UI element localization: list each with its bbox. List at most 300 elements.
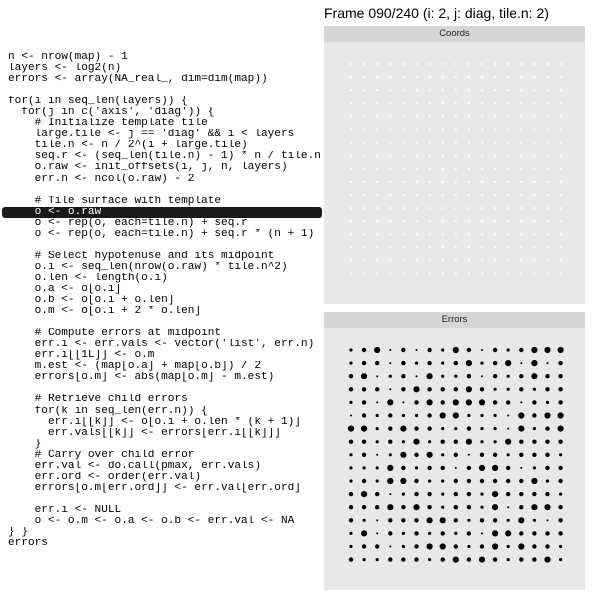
error-point [544, 504, 550, 510]
code-line: } [8, 438, 42, 450]
error-point [349, 557, 353, 561]
coord-point [442, 63, 444, 65]
coord-point [429, 89, 431, 91]
error-point [531, 360, 537, 366]
coord-point [455, 246, 457, 248]
error-point [480, 506, 483, 509]
error-point [454, 427, 457, 430]
error-point [441, 479, 444, 482]
coord-point [389, 246, 391, 248]
error-point [402, 545, 405, 548]
error-point [532, 544, 536, 548]
coord-point [376, 155, 378, 157]
coord-point [546, 76, 548, 78]
error-point [466, 399, 472, 405]
coord-point [546, 102, 548, 104]
coord-point [389, 63, 391, 65]
code-line: errors[o.m[err.ord]] <- err.val[err.ord] [8, 482, 301, 494]
coord-point [455, 76, 457, 78]
coord-point [494, 142, 496, 144]
coord-point [455, 181, 457, 183]
coord-point [429, 273, 431, 275]
error-point [428, 479, 431, 482]
error-point [505, 439, 511, 445]
error-point [362, 544, 366, 548]
error-point [544, 412, 550, 418]
coord-point [533, 246, 535, 248]
error-point [481, 349, 483, 351]
coord-point [389, 102, 391, 104]
coord-point [455, 233, 457, 235]
coord-point [442, 220, 444, 222]
error-point [507, 519, 510, 522]
error-point [480, 414, 483, 417]
error-point [546, 479, 549, 482]
code-line: # Select hypotenuse and its midpoint [8, 250, 275, 262]
coord-point [481, 246, 483, 248]
coord-point [402, 233, 404, 235]
error-point [362, 440, 366, 444]
coord-point [350, 194, 352, 196]
coords-panel-label: Coords [324, 26, 585, 42]
error-point [349, 362, 352, 365]
coord-point [494, 181, 496, 183]
coord-point [546, 273, 548, 275]
error-point [505, 530, 511, 536]
error-point [545, 374, 549, 378]
code-line: err.vals[[k]] <- errors[err.i[[k]]] [8, 427, 281, 439]
code-line: err.i[[k]] <- o[o.i + o.len * (k + 1)] [8, 416, 301, 428]
error-point [480, 518, 484, 522]
coord-point [402, 102, 404, 104]
error-point [519, 387, 523, 391]
code-line [0, 317, 322, 328]
coord-point [494, 246, 496, 248]
coord-point [533, 220, 535, 222]
code-line [0, 383, 322, 394]
error-point [533, 427, 536, 430]
coord-point [363, 207, 365, 209]
coord-point [481, 168, 483, 170]
coord-point [363, 246, 365, 248]
code-line: o <- o.m <- o.a <- o.b <- err.val <- NA [8, 515, 295, 527]
coord-point [376, 168, 378, 170]
coord-point [350, 220, 352, 222]
coord-point [350, 142, 352, 144]
error-point [520, 401, 522, 403]
coord-point [507, 207, 509, 209]
coord-point [507, 273, 509, 275]
error-point [467, 479, 471, 483]
error-point [362, 453, 366, 457]
error-point [467, 348, 471, 352]
error-point [558, 387, 562, 391]
error-point [440, 412, 446, 418]
coord-point [546, 194, 548, 196]
error-point [559, 545, 562, 548]
error-point [519, 505, 523, 509]
coord-point [376, 273, 378, 275]
coord-point [533, 259, 535, 261]
code-line: o.b <- o[o.i + o.len] [8, 295, 175, 307]
coord-point [546, 63, 548, 65]
coord-point [520, 194, 522, 196]
error-point [375, 544, 379, 548]
error-point [507, 428, 509, 430]
coord-point [560, 142, 562, 144]
error-point [454, 361, 458, 365]
error-point [427, 373, 433, 379]
error-point [480, 544, 484, 548]
error-point [519, 453, 523, 457]
error-point [388, 413, 392, 417]
coord-point [520, 181, 522, 183]
coord-point [442, 246, 444, 248]
coord-point [363, 168, 365, 170]
coord-point [533, 155, 535, 157]
error-point [402, 440, 405, 443]
coord-point [560, 259, 562, 261]
coord-point [442, 194, 444, 196]
error-point [519, 440, 523, 444]
coord-point [481, 273, 483, 275]
coord-point [546, 259, 548, 261]
code-line: # Carry over child error [8, 449, 195, 461]
coord-point [442, 181, 444, 183]
coord-point [494, 207, 496, 209]
error-point [376, 375, 378, 377]
error-point [518, 543, 524, 549]
coord-point [468, 128, 470, 130]
error-point [546, 401, 549, 404]
error-point [414, 479, 418, 483]
error-point [361, 426, 367, 432]
error-point [414, 453, 418, 457]
coord-point [546, 142, 548, 144]
coord-point [402, 220, 404, 222]
coord-point [376, 115, 378, 117]
error-point [428, 532, 431, 535]
error-point [388, 426, 392, 430]
code-line: for(i in seq_len(layers)) { [8, 96, 188, 108]
coord-point [455, 207, 457, 209]
error-point [401, 518, 405, 522]
coord-point [363, 102, 365, 104]
coord-point [455, 142, 457, 144]
code-line: o.a <- o[o.i] [8, 283, 122, 295]
coord-point [415, 246, 417, 248]
coord-point [429, 194, 431, 196]
error-point [479, 465, 485, 471]
error-point [455, 467, 457, 469]
error-point [532, 440, 536, 444]
error-point [388, 440, 392, 444]
coord-point [455, 273, 457, 275]
coord-point [468, 168, 470, 170]
error-point [416, 349, 418, 351]
error-point [492, 504, 498, 510]
coord-point [560, 76, 562, 78]
coord-point [363, 233, 365, 235]
coord-point [376, 63, 378, 65]
error-point [414, 492, 418, 496]
error-point [559, 493, 562, 496]
error-point [531, 478, 537, 484]
coord-point [402, 246, 404, 248]
coord-point [468, 273, 470, 275]
code-line: o <- rep(o, each=tile.n) + seq.r * (n + 1) [8, 228, 315, 240]
coord-point [455, 89, 457, 91]
code-line: err.i[[1L]] <- o.m [8, 350, 155, 362]
code-line: err.ord <- order(err.val) [8, 471, 202, 483]
coord-point [520, 220, 522, 222]
coord-point [376, 259, 378, 261]
error-point [427, 426, 431, 430]
coord-point [429, 168, 431, 170]
coord-point [468, 207, 470, 209]
error-point [493, 400, 497, 404]
coord-point [520, 246, 522, 248]
coord-point [350, 168, 352, 170]
coord-point [494, 115, 496, 117]
coord-point [389, 142, 391, 144]
coord-point [494, 194, 496, 196]
error-point [349, 479, 352, 482]
code-listing [0, 52, 322, 549]
error-point [454, 440, 458, 444]
code-line: # Tile surface with template [8, 195, 222, 207]
coord-point [429, 142, 431, 144]
coord-point [350, 246, 352, 248]
coord-point [507, 76, 509, 78]
coord-point [546, 181, 548, 183]
error-point [494, 388, 497, 391]
coord-point [520, 207, 522, 209]
error-point [493, 518, 497, 522]
coord-point [520, 142, 522, 144]
coord-point [481, 128, 483, 130]
coord-point [363, 115, 365, 117]
coord-point [402, 155, 404, 157]
error-point [494, 414, 497, 417]
coord-point [455, 128, 457, 130]
coord-point [429, 220, 431, 222]
coord-point [533, 194, 535, 196]
error-point [454, 375, 457, 378]
coord-point [415, 89, 417, 91]
coord-point [507, 233, 509, 235]
error-point [440, 517, 446, 523]
error-point [349, 374, 353, 378]
error-point [533, 466, 536, 469]
error-point [374, 347, 380, 353]
coord-point [520, 233, 522, 235]
coord-point [468, 181, 470, 183]
coord-point [415, 259, 417, 261]
error-point [361, 491, 367, 497]
coord-point [533, 89, 535, 91]
error-point [402, 532, 405, 535]
error-point [467, 426, 471, 430]
error-point [362, 400, 366, 404]
coord-point [494, 155, 496, 157]
coord-point [389, 76, 391, 78]
coord-point [468, 155, 470, 157]
error-point [531, 504, 537, 510]
error-point [349, 466, 352, 469]
error-point [427, 387, 431, 391]
error-point [492, 543, 498, 549]
coord-point [494, 220, 496, 222]
error-point [545, 466, 549, 470]
code-line: large.tile <- j == 'diag' && i < layers [8, 129, 295, 141]
coord-point [389, 168, 391, 170]
error-point [531, 347, 537, 353]
error-point [427, 492, 431, 496]
coord-point [520, 259, 522, 261]
error-point [559, 558, 562, 561]
coord-point [507, 168, 509, 170]
code-line-highlighted: o <- o.raw [2, 207, 322, 218]
error-point [507, 558, 510, 561]
coord-point [455, 220, 457, 222]
error-point [453, 557, 459, 563]
coords-grid [324, 42, 585, 304]
error-point [441, 453, 444, 456]
code-line [0, 85, 322, 96]
error-point [441, 387, 445, 391]
error-point [493, 348, 497, 352]
coord-point [546, 233, 548, 235]
coord-point [389, 233, 391, 235]
error-point [480, 453, 484, 457]
coord-point [507, 246, 509, 248]
error-point [492, 530, 498, 536]
coord-point [494, 89, 496, 91]
coord-point [507, 194, 509, 196]
error-point [387, 465, 393, 471]
coord-point [402, 273, 404, 275]
coord-point [429, 181, 431, 183]
error-point [376, 479, 379, 482]
error-point [375, 361, 379, 365]
coord-point [376, 194, 378, 196]
error-point [467, 545, 470, 548]
error-point [454, 453, 458, 457]
coord-point [560, 128, 562, 130]
coord-point [429, 246, 431, 248]
error-point [441, 348, 444, 351]
coord-point [415, 155, 417, 157]
code-line: # Initialize template tile [8, 118, 208, 130]
coord-point [481, 259, 483, 261]
coord-point [350, 259, 352, 261]
error-point [400, 426, 406, 432]
error-point [533, 519, 536, 522]
coord-point [442, 89, 444, 91]
coord-point [376, 89, 378, 91]
coord-point [402, 142, 404, 144]
coord-point [481, 102, 483, 104]
error-point [349, 518, 353, 522]
coord-point [389, 207, 391, 209]
error-point [532, 400, 536, 404]
coord-point [429, 76, 431, 78]
coord-point [415, 207, 417, 209]
coord-point [520, 128, 522, 130]
coord-point [429, 259, 431, 261]
code-line: errors [8, 538, 48, 550]
coord-point [389, 273, 391, 275]
error-point [389, 388, 391, 390]
error-point [414, 426, 418, 430]
error-point [493, 453, 497, 457]
coord-point [533, 128, 535, 130]
coord-point [560, 246, 562, 248]
error-point [507, 388, 510, 391]
coord-point [415, 63, 417, 65]
code-line [0, 185, 322, 196]
coord-point [402, 168, 404, 170]
error-point [467, 531, 471, 535]
error-point [349, 532, 352, 535]
error-point [375, 505, 379, 509]
error-point [387, 504, 393, 510]
error-point [507, 545, 510, 548]
code-line: err.n <- ncol(o.raw) - 2 [8, 173, 195, 185]
coord-point [442, 168, 444, 170]
coord-point [546, 168, 548, 170]
coord-point [415, 76, 417, 78]
coord-point [533, 63, 535, 65]
error-point [468, 454, 470, 456]
coord-point [560, 168, 562, 170]
coord-point [442, 259, 444, 261]
code-line: for(j in c('axis', 'diag')) { [8, 107, 215, 119]
error-point [362, 387, 366, 391]
error-point [519, 479, 523, 483]
code-line [0, 240, 322, 251]
coord-point [507, 142, 509, 144]
coord-point [376, 181, 378, 183]
error-point [519, 492, 523, 496]
coord-point [455, 115, 457, 117]
coord-point [494, 128, 496, 130]
coord-point [468, 220, 470, 222]
coord-point [402, 181, 404, 183]
error-point [427, 505, 431, 509]
error-point [362, 413, 366, 417]
error-point [349, 387, 353, 391]
coord-point [363, 259, 365, 261]
coord-point [560, 63, 562, 65]
coord-point [415, 220, 417, 222]
error-point [414, 531, 418, 535]
coord-point [560, 194, 562, 196]
error-point [416, 375, 418, 377]
coord-point [520, 89, 522, 91]
coord-point [442, 273, 444, 275]
error-point [507, 415, 509, 417]
error-point [400, 452, 406, 458]
coord-point [520, 115, 522, 117]
error-point [467, 374, 471, 378]
coord-point [481, 63, 483, 65]
error-point [376, 414, 379, 417]
coord-point [546, 246, 548, 248]
code-line: n <- nrow(map) - 1 [8, 52, 128, 63]
coord-point [468, 63, 470, 65]
